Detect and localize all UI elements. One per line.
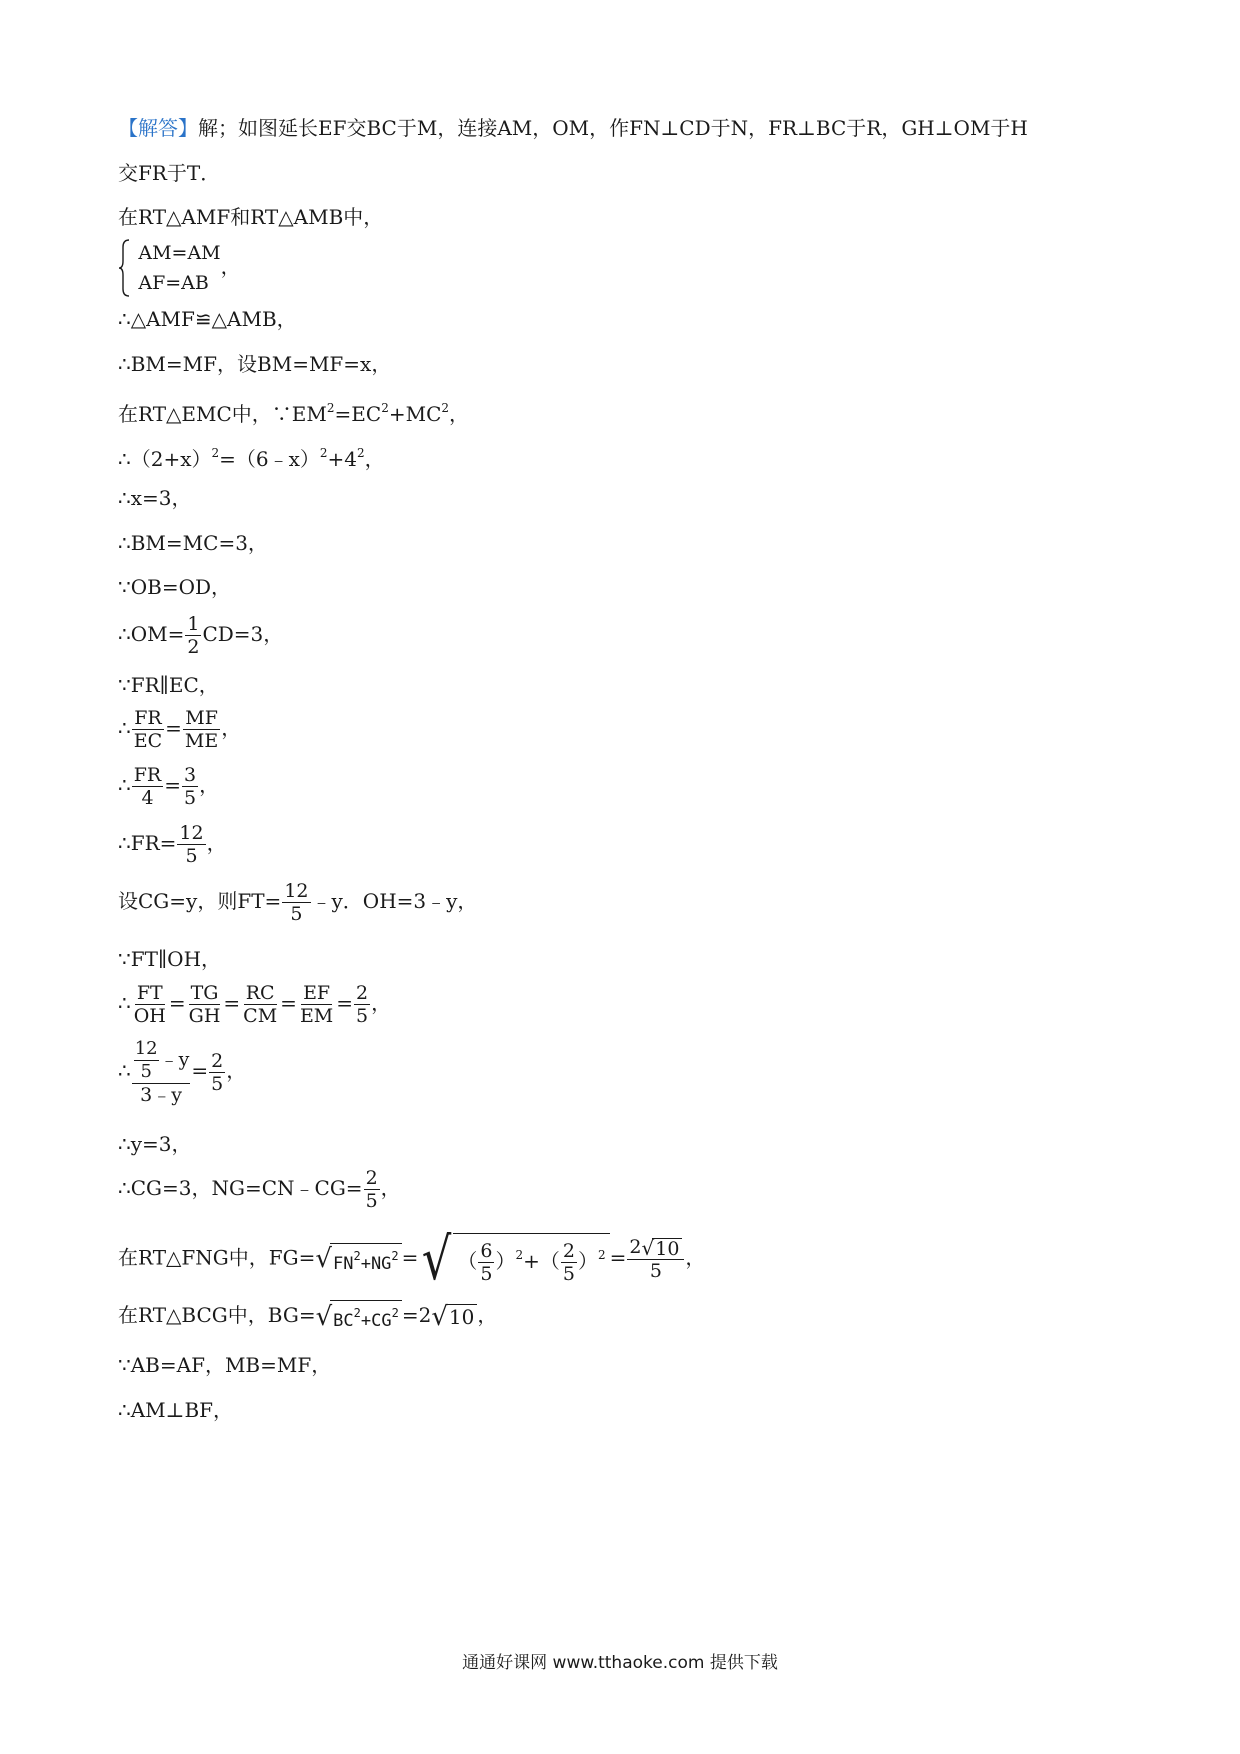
page-footer: 通通好课网 www.tthaoke.com 提供下载 xyxy=(462,1653,778,1673)
solution-line-18: ∵FT∥OH， xyxy=(118,947,222,971)
solution-line-7: 在RT△EMC中，$\because EM^2=EC^2+MC^2$， xyxy=(118,401,470,426)
solution-line-11: ∵OB=OD， xyxy=(118,575,232,599)
solution-line-15: ∴ $\frac{FR}{4}$ = $\frac{3}{5}$ ， xyxy=(118,764,220,809)
brace-icon xyxy=(118,239,130,297)
solution-line-25: ∵AB=AF，MB=MF， xyxy=(118,1353,332,1377)
solution-line-3: 在RT△AMF和RT△AMB中， xyxy=(118,205,384,229)
solution-line-19: ∴ $\frac{FT}{OH}$ = $\frac{TG}{GH}$ = $\frac{RC}{CM}$ = $\frac{EF}{EM}$ = $\frac{2}{5}$ ， xyxy=(118,982,392,1027)
solution-line-6: ∴BM=MF，设BM=MF=x， xyxy=(118,352,392,376)
solution-line-2: 交FR于T． xyxy=(118,161,221,185)
footer-link[interactable]: www.tthaoke.com xyxy=(552,1653,705,1673)
fraction: $\frac{1}{2}$ xyxy=(187,613,200,658)
solution-line-17: 设CG=y，则FT= $\frac{12}{5}$ ﹣y．OH=3﹣y， xyxy=(118,880,478,925)
answer-tag: 【解答】 xyxy=(118,116,198,140)
solution-line-12: ∴OM= $\frac{1}{2}$ CD=3， xyxy=(118,613,284,658)
solution-line-9: ∴x=3， xyxy=(118,486,192,510)
solution-line-26: ∴AM⊥BF， xyxy=(118,1398,234,1422)
solution-line-1: 【解答】解；如图延长EF交BC于M，连接AM，OM，作FN⊥CD于N，FR⊥BC于R，GH⊥OM于H xyxy=(118,116,1028,140)
solution-line-21: ∴y=3， xyxy=(118,1132,192,1156)
sqrt-expression: √ $FN^2+NG^2$ xyxy=(315,1243,401,1276)
solution-line-5: ∴△AMF≌△AMB， xyxy=(118,307,297,331)
solution-line-14: ∴ $\frac{FR}{EC}$ = $\frac{MF}{ME}$ ， xyxy=(118,707,242,752)
solution-line-10: ∴BM=MC=3， xyxy=(118,531,268,555)
solution-line-20: ∴ $\frac{12}{5}$ ﹣y 3﹣y = $\frac{2}{5}$ ， xyxy=(118,1038,247,1106)
compound-fraction: $\frac{12}{5}$ ﹣y 3﹣y xyxy=(132,1038,191,1106)
solution-line-23: 在RT△FNG中，FG= √ $FN^2+NG^2$ = √ （ $\frac{6}{5}$ ）$^2$+（ $\frac{2}{5}$ ）$^2$ = 2 √ 10 5 ， xyxy=(118,1225,706,1293)
solution-line-8: $\therefore(2+x)^2=(6﹣x)^2+4^2$， xyxy=(118,446,385,471)
solution-line-16: ∴FR= $\frac{12}{5}$ ， xyxy=(118,822,227,867)
solution-line-13: ∵FR∥EC， xyxy=(118,673,219,697)
solution-line-22: ∴CG=3，NG=CN﹣CG= $\frac{2}{5}$ ， xyxy=(118,1167,401,1212)
solution-line-24: 在RT△BCG中，BG= √ $BC^2+CG^2$ =2 √ 10 ， xyxy=(118,1301,498,1332)
sqrt-expression-large: √ （ $\frac{6}{5}$ ）$^2$+（ $\frac{2}{5}$ ）$^2$ xyxy=(418,1230,609,1288)
equation-system: AM=AM AF=AB ， xyxy=(118,238,241,298)
